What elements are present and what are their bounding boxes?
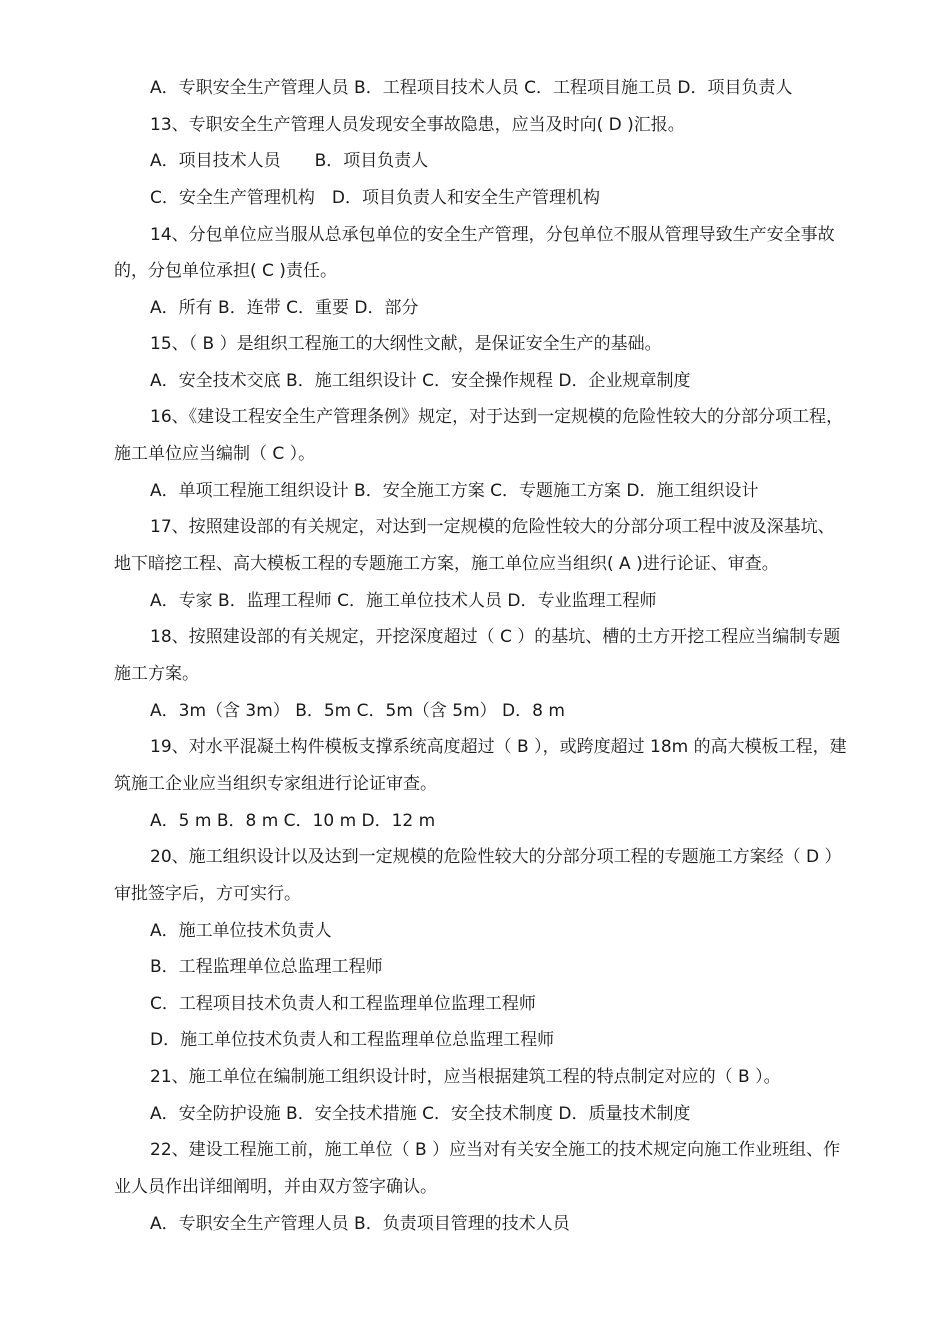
option-line: C．安全生产管理机构 D．项目负责人和安全生产管理机构 xyxy=(150,188,600,208)
option-line: D．施工单位技术负责人和工程监理单位总监理工程师 xyxy=(150,1030,555,1050)
option-line: A．3m（含 3m） B．5m C．5m（含 5m） D．8 m xyxy=(150,701,565,721)
question-continuation: 施工方案。 xyxy=(114,664,199,684)
option-line: A．安全技术交底 B．施工组织设计 C．安全操作规程 D．企业规章制度 xyxy=(150,371,691,391)
option-line: A．安全防护设施 B．安全技术措施 C．安全技术制度 D．质量技术制度 xyxy=(150,1104,691,1124)
option-line: C．工程项目技术负责人和工程监理单位监理工程师 xyxy=(150,994,536,1014)
option-line: A．专职安全生产管理人员 B．负责项目管理的技术人员 xyxy=(150,1214,570,1234)
question-14: 14、分包单位应当服从总承包单位的安全生产管理，分包单位不服从管理导致生产安全事故 xyxy=(150,225,835,245)
question-continuation: 筑施工企业应当组织专家组进行论证审查。 xyxy=(114,774,437,794)
question-continuation: 审批签字后，方可实行。 xyxy=(114,884,301,904)
question-13: 13、专职安全生产管理人员发现安全事故隐患，应当及时向( D )汇报。 xyxy=(150,115,685,135)
question-continuation: 的，分包单位承担( C )责任。 xyxy=(114,261,337,281)
question-continuation: 地下暗挖工程、高大模板工程的专题施工方案，施工单位应当组织( A )进行论证、审查。 xyxy=(114,554,779,574)
question-15: 15、（ B ）是组织工程施工的大纲性文献，是保证安全生产的基础。 xyxy=(150,334,662,354)
option-line: A．单项工程施工组织设计 B．安全施工方案 C．专题施工方案 D．施工组织设计 xyxy=(150,481,759,501)
question-17: 17、按照建设部的有关规定，对达到一定规模的危险性较大的分部分项工程中波及深基坑、 xyxy=(150,517,835,537)
question-16: 16、《建设工程安全生产管理条例》规定，对于达到一定规模的危险性较大的分部分项工程， xyxy=(150,407,844,427)
option-line: A．施工单位技术负责人 xyxy=(150,921,332,941)
option-line: B．工程监理单位总监理工程师 xyxy=(150,957,383,977)
question-19: 19、对水平混凝土构件模板支撑系统高度超过（ B ），或跨度超过 18m 的高大模板工程，建 xyxy=(150,737,847,757)
question-21: 21、施工单位在编制施工组织设计时，应当根据建筑工程的特点制定对应的（ B ）。 xyxy=(150,1067,781,1087)
option-line: A．5 m B．8 m C．10 m D．12 m xyxy=(150,811,436,831)
question-continuation: 施工单位应当编制（ C ）。 xyxy=(114,444,316,464)
question-20: 20、施工组织设计以及达到一定规模的危险性较大的分部分项工程的专题施工方案经（ D ） xyxy=(150,847,842,867)
question-continuation: 业人员作出详细阐明，并由双方签字确认。 xyxy=(114,1177,437,1197)
option-line: A．专职安全生产管理人员 B．工程项目技术人员 C．工程项目施工员 D．项目负责人 xyxy=(150,78,793,98)
option-line: A．所有 B．连带 C．重要 D．部分 xyxy=(150,298,419,318)
question-18: 18、按照建设部的有关规定，开挖深度超过（ C ）的基坑、槽的土方开挖工程应当编制专题 xyxy=(150,627,841,647)
option-line: A．专家 B．监理工程师 C．施工单位技术人员 D．专业监理工程师 xyxy=(150,591,657,611)
question-22: 22、建设工程施工前，施工单位（ B ）应当对有关安全施工的技术规定向施工作业班组、作 xyxy=(150,1140,841,1160)
option-line: A．项目技术人员 B．项目负责人 xyxy=(150,151,429,171)
